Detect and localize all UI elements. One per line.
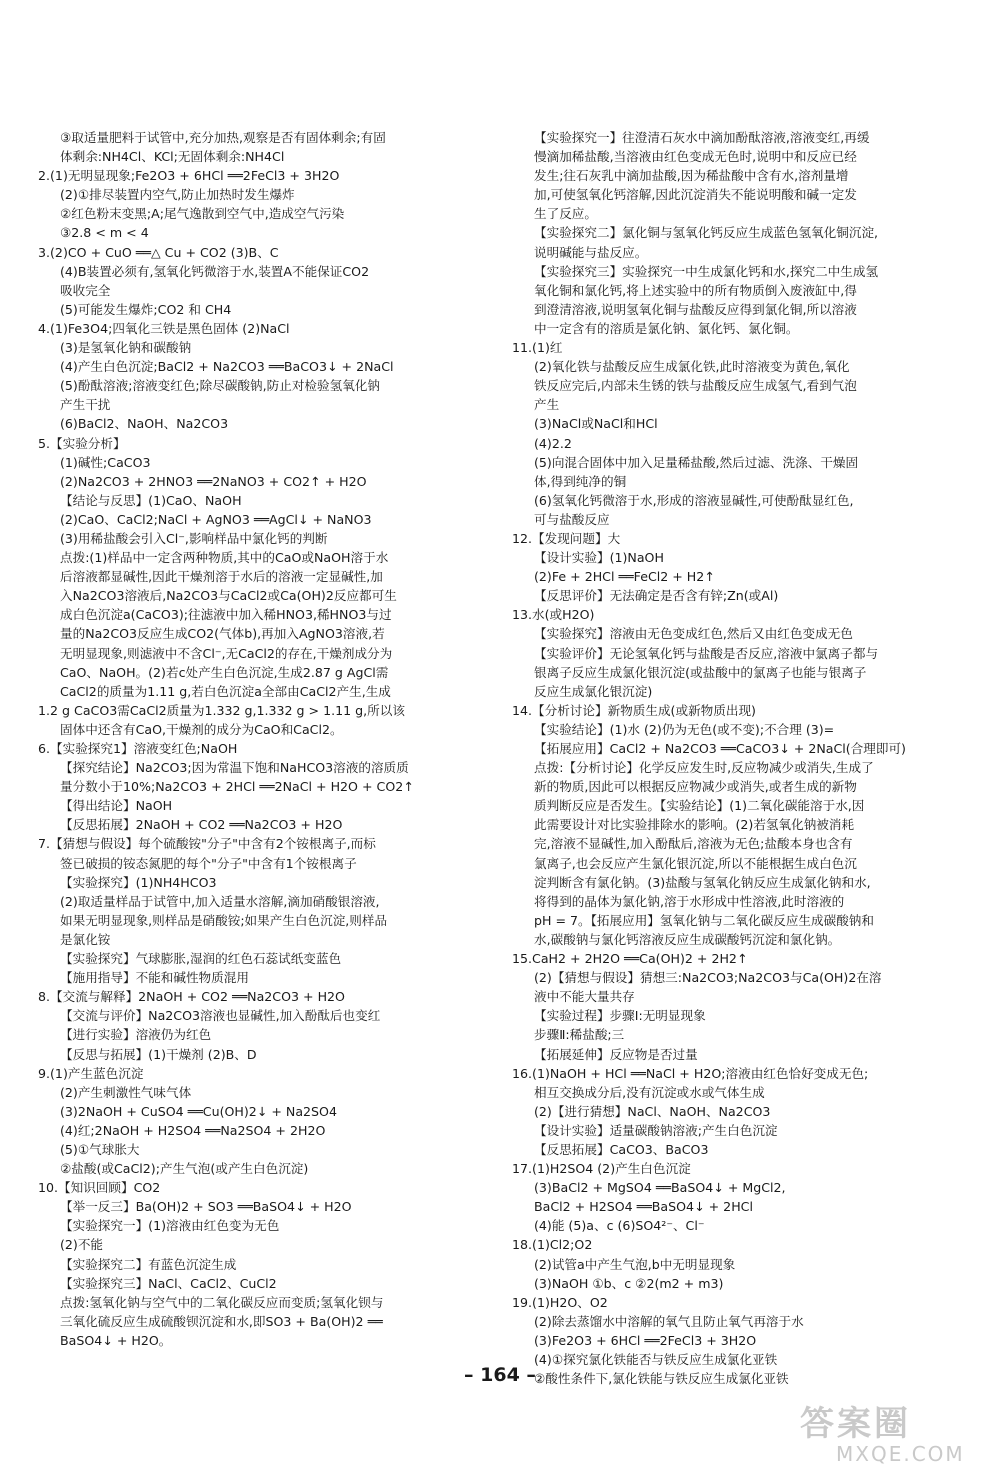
answer-line: 8.【交流与解释】2NaOH + CO2 ══Na2CO3 + H2O [38, 989, 345, 1005]
answer-line: 铁反应完后,内部未生锈的铁与盐酸反应生成氢气,看到气泡 [534, 378, 857, 394]
answer-line: (2)不能 [60, 1237, 104, 1253]
answer-line: ②盐酸(或CaCl2);产生气泡(或产生白色沉淀) [60, 1161, 309, 1177]
answer-line: 可与盐酸反应 [534, 511, 610, 527]
answer-line: 3.(2)CO + CuO ══△ Cu + CO2 (3)B、C [38, 244, 279, 260]
answer-line: (1)碱性;CaCO3 [60, 454, 151, 470]
answer-line: 氯离子,也会反应产生氯化银沉淀,所以不能根据生成白色沉 [534, 855, 857, 871]
answer-line: 到澄清溶液,说明氢氧化铜与盐酸反应得到氯化铜,所以溶液 [534, 301, 857, 317]
answer-line: ②红色粉末变黑;A;尾气逸散到空气中,造成空气污染 [60, 206, 345, 222]
answer-line: 11.(1)红 [512, 340, 563, 356]
answer-line: 无明显现象,则滤液中不含Cl⁻,无CaCl2的存在,干燥剂成分为 [60, 645, 393, 661]
answer-line: pH = 7。【拓展应用】氢氧化钠与二氧化碳反应生成碳酸钠和 [534, 912, 874, 928]
watermark-title: 答案圈 [800, 1404, 911, 1444]
answer-line: 液中不能大量共存 [534, 989, 635, 1005]
answer-line: (3)NaCl或NaCl和HCl [534, 416, 658, 432]
answer-line: 18.(1)Cl2;O2 [512, 1237, 593, 1253]
answer-line: 【实验探究二】有蓝色沉淀生成 [60, 1256, 237, 1272]
answer-line: 将得到的晶体为氯化钠,溶于水形成中性溶液,此时溶液的 [534, 893, 845, 909]
answer-line: 9.(1)产生蓝色沉淀 [38, 1065, 144, 1081]
answer-line: 完,溶液不显碱性,加入酚酞后,溶液为无色;盐酸本身也含有 [534, 836, 853, 852]
answer-line: 【实验评价】无论氢氧化钙与盐酸是否反应,溶液中氯离子都与 [534, 645, 879, 661]
answer-line: 【反思与拓展】(1)干燥剂 (2)B、D [60, 1046, 257, 1062]
answer-line: 产生干扰 [60, 397, 111, 413]
answer-line: (6)BaCl2、NaOH、Na2CO3 [60, 416, 229, 432]
answer-line: (4)2.2 [534, 435, 572, 451]
answer-line: 17.(1)H2SO4 (2)产生白色沉淀 [512, 1161, 691, 1177]
answer-line: 发生;往石灰乳中滴加盐酸,因为稀盐酸中含有水,溶剂量增 [534, 168, 849, 184]
answer-line: 吸收完全 [60, 282, 111, 298]
answer-line: 【实验过程】步骤Ⅰ:无明显现象 [534, 1008, 706, 1024]
answer-line: (4)B装置必须有,氢氧化钙微溶于水,装置A不能保证CO2 [60, 263, 370, 279]
answer-line: (3)NaOH ①b、c ②2(m2 + m3) [534, 1275, 724, 1291]
answer-line: 【交流与评价】Na2CO3溶液也显碱性,加入酚酞后也变红 [60, 1008, 381, 1024]
watermark-url: MXQE.COM [836, 1442, 965, 1466]
answer-line: 【探究结论】Na2CO3;因为常温下饱和NaHCO3溶液的溶质质 [60, 760, 409, 776]
answer-line: (2)取适量样品于试管中,加入适量水溶解,滴加硝酸银溶液, [60, 893, 380, 909]
answer-line: CaO、NaOH。(2)若c处产生白色沉淀,生成2.87 g AgCl需 [60, 664, 389, 680]
answer-line: BaCl2 + H2SO4 ══BaSO4↓ + 2HCl [534, 1199, 753, 1215]
answer-line: (4)能 (5)a、c (6)SO4²⁻、Cl⁻ [534, 1218, 705, 1234]
answer-line: 是氯化铵 [60, 931, 111, 947]
answer-line: 步骤Ⅱ:稀盐酸;三 [534, 1027, 625, 1043]
answer-line: 点拨:(1)样品中一定含两种物质,其中的CaO或NaOH溶于水 [60, 550, 389, 566]
answer-line: 新的物质,因此可以根据反应物减少或消失,或者生成的新物 [534, 779, 857, 795]
answer-line: (5)可能发生爆炸;CO2 和 CH4 [60, 301, 232, 317]
answer-line: 点拨:【分析讨论】化学反应发生时,反应物减少或消失,生成了 [534, 760, 874, 776]
answer-line: 银离子反应生成氯化银沉淀(或盐酸中的氯离子也能与银离子 [534, 664, 867, 680]
answer-line: 【结论与反思】(1)CaO、NaOH [60, 492, 242, 508]
answer-line: 14.【分析讨论】新物质生成(或新物质出现) [512, 702, 756, 718]
answer-line: ③2.8 < m < 4 [60, 225, 149, 241]
answer-line: 慢滴加稀盐酸,当溶液由红色变成无色时,说明中和反应已经 [534, 149, 857, 165]
answer-line: 【实验探究二】氯化铜与氢氧化钙反应生成蓝色氢氧化铜沉淀, [534, 225, 879, 241]
answer-line: 【反思拓展】2NaOH + CO2 ══Na2CO3 + H2O [60, 817, 343, 833]
answer-line: (4)产生白色沉淀;BaCl2 + Na2CO3 ══BaCO3↓ + 2NaCl [60, 359, 394, 375]
answer-line: 相互交换成分后,没有沉淀或水或气体生成 [534, 1084, 765, 1100]
answer-line: 中一定含有的溶质是氯化钠、氯化钙、氯化铜。 [534, 320, 799, 336]
answer-line: 成白色沉淀a(CaCO3);往滤液中加入稀HNO3,稀HNO3与过 [60, 607, 392, 623]
answer-line: 【举一反三】Ba(OH)2 + SO3 ══BaSO4↓ + H2O [60, 1199, 352, 1215]
answer-line: 生了反应。 [534, 206, 597, 222]
answer-line: 量分数小于10%;Na2CO3 + 2HCl ══2NaCl + H2O + CO2↑ [60, 779, 414, 795]
answer-line: (5)向混合固体中加入足量稀盐酸,然后过滤、洗涤、干燥固 [534, 454, 859, 470]
answer-line: 4.(1)Fe3O4;四氧化三铁是黑色固体 (2)NaCl [38, 320, 290, 336]
answer-line: 【设计实验】适量碳酸钠溶液;产生白色沉淀 [534, 1122, 778, 1138]
answer-line: 19.(1)H2O、O2 [512, 1294, 608, 1310]
answer-line: 此需要设计对比实验排除水的影响。(2)若氢氧化钠被消耗 [534, 817, 855, 833]
answer-line: (2)【猜想与假设】猜想三:Na2CO3;Na2CO3与Ca(OH)2在溶 [534, 970, 882, 986]
answer-line: 【施用指导】不能和碱性物质混用 [60, 970, 249, 986]
answer-line: 1.2 g CaCO3需CaCl2质量为1.332 g,1.332 g > 1.11 g,所以该 [38, 702, 405, 718]
answer-line: 【实验探究三】实验探究一中生成氯化钙和水,探究二中生成氢 [534, 263, 879, 279]
answer-line: (2)【进行猜想】NaCl、NaOH、Na2CO3 [534, 1103, 771, 1119]
answer-line: 加,可使氢氧化钙溶解,因此沉淀消失不能说明酸和碱一定发 [534, 187, 857, 203]
answer-line: (2)除去蒸馏水中溶解的氧气且防止氧气再溶于水 [534, 1313, 804, 1329]
answer-line: 16.(1)NaOH + HCl ══NaCl + H2O;溶液由红色恰好变成无色; [512, 1065, 869, 1081]
answer-line: (4)①探究氯化铁能否与铁反应生成氯化亚铁 [534, 1352, 778, 1367]
answer-line: (3)BaCl2 + MgSO4 ══BaSO4↓ + MgCl2, [534, 1180, 786, 1196]
answer-line: 产生 [534, 397, 560, 413]
answer-line: (2)氧化铁与盐酸反应生成氯化铁,此时溶液变为黄色,氧化 [534, 359, 850, 375]
answer-line: (3)是氢氧化钠和碳酸钠 [60, 340, 192, 356]
answer-line: 量的Na2CO3反应生成CO2(气体b),再加入AgNO3溶液,若 [60, 626, 385, 642]
answer-line: 12.【发现问题】大 [512, 530, 621, 546]
left-column [38, 128, 476, 1350]
answer-line: ③取适量肥料于试管中,充分加热,观察是否有固体剩余;有固 [60, 130, 386, 145]
answer-line: 说明碱能与盐反应。 [534, 244, 648, 260]
answer-line: 7.【猜想与假设】每个硫酸铵"分子"中含有2个铵根离子,而标 [38, 836, 376, 852]
answer-line: 反应生成氯化银沉淀) [534, 683, 653, 699]
answer-line: (3)Fe2O3 + 6HCl ══2FeCl3 + 3H2O [534, 1332, 757, 1348]
answer-line: 体剩余:NH4Cl、KCl;无固体剩余:NH4Cl [60, 149, 285, 165]
answer-line: 体,得到纯净的铜 [534, 473, 627, 489]
answer-line: CaCl2的质量为1.11 g,若白色沉淀a全部由CaCl2产生,生成 [60, 683, 391, 699]
answer-line: 【拓展应用】CaCl2 + Na2CO3 ══CaCO3↓ + 2NaCl(合理即可) [534, 741, 906, 756]
answer-line: ②酸性条件下,氯化铁能与铁反应生成氯化亚铁 [534, 1371, 789, 1387]
watermark-logo [800, 1405, 990, 1467]
answer-line: 【实验探究一】(1)溶液由红色变为无色 [60, 1218, 280, 1234]
answer-line: 10.【知识回顾】CO2 [38, 1180, 161, 1196]
answer-line: 6.【实验探究1】溶液变红色;NaOH [38, 741, 238, 756]
answer-line: (6)氢氧化钙微溶于水,形成的溶液显碱性,可使酚酞显红色, [534, 492, 854, 508]
answer-line: 【得出结论】NaOH [60, 798, 173, 814]
answer-line: 【实验结论】(1)水 (2)仍为无色(或不变);不合理 (3)= [534, 721, 835, 737]
answer-line: (3)用稀盐酸会引入Cl⁻,影响样品中氯化钙的判断 [60, 530, 328, 546]
answer-line: 【实验探究】(1)NH4HCO3 [60, 874, 217, 890]
answer-line: 后溶液都显碱性,因此干燥剂溶于水后的溶液一定显碱性,加 [60, 569, 383, 585]
answer-line: 三氧化硫反应生成硫酸钡沉淀和水,即SO3 + Ba(OH)2 ══ [60, 1313, 383, 1329]
answer-line: 签已破损的铵态氮肥的每个"分子"中含有1个铵根离子 [60, 855, 357, 871]
answer-line: (5)①气球胀大 [60, 1141, 140, 1157]
answer-line: 【实验探究】溶液由无色变成红色,然后又由红色变成无色 [534, 626, 853, 642]
answer-line: BaSO4↓ + H2O。 [60, 1332, 172, 1348]
answer-line: 2.(1)无明显现象;Fe2O3 + 6HCl ══2FeCl3 + 3H2O [38, 168, 340, 184]
answer-line: 【实验探究一】往澄清石灰水中滴加酚酞溶液,溶液变红,再缓 [534, 130, 870, 145]
answer-line: 【进行实验】溶液仍为红色 [60, 1027, 212, 1043]
answer-line: (3)2NaOH + CuSO4 ══Cu(OH)2↓ + Na2SO4 [60, 1103, 337, 1119]
answer-line: 5.【实验分析】 [38, 435, 126, 451]
answer-line: 【设计实验】(1)NaOH [534, 550, 664, 566]
answer-line: 【拓展延伸】反应物是否过量 [534, 1046, 698, 1062]
answer-line: 15.CaH2 + 2H2O ══Ca(OH)2 + 2H2↑ [512, 951, 748, 967]
answer-line: 【实验探究三】NaCl、CaCl2、CuCl2 [60, 1275, 277, 1291]
answer-line: 13.水(或H2O) [512, 607, 595, 623]
answer-line: (4)红;2NaOH + H2SO4 ══Na2SO4 + 2H2O [60, 1122, 326, 1138]
answer-line: 点拨:氢氧化钠与空气中的二氧化碳反应而变质;氢氧化钡与 [60, 1294, 384, 1310]
answer-line: (2)Fe + 2HCl ══FeCl2 + H2↑ [534, 569, 715, 585]
answer-line: 【反思评价】无法确定是否含有锌;Zn(或Al) [534, 588, 779, 604]
answer-line: 淀判断含有氯化钠。(3)盐酸与氢氧化钠反应生成氯化钠和水, [534, 874, 871, 890]
answer-line: (2)Na2CO3 + 2HNO3 ══2NaNO3 + CO2↑ + H2O [60, 473, 367, 489]
answer-line: 入Na2CO3溶液后,Na2CO3与CaCl2或Ca(OH)2反应都可生 [60, 588, 397, 604]
answer-line: 【实验探究】气球膨胀,湿润的红色石蕊试纸变蓝色 [60, 951, 342, 967]
answer-line: (5)酚酞溶液;溶液变红色;除尽碳酸钠,防止对检验氢氧化钠 [60, 378, 380, 394]
answer-line: 如果无明显现象,则样品是硝酸铵;如果产生白色沉淀,则样品 [60, 912, 388, 928]
answer-line: (2)CaO、CaCl2;NaCl + AgNO3 ══AgCl↓ + NaNO3 [60, 511, 372, 527]
answer-line: (2)产生刺激性气味气体 [60, 1084, 192, 1100]
right-column [512, 128, 952, 1388]
answer-line: 固体中还含有CaO,干燥剂的成分为CaO和CaCl2。 [60, 721, 343, 737]
answer-line: 水,碳酸钠与氯化钙溶液反应生成碳酸钙沉淀和氯化钠。 [534, 931, 841, 947]
answer-line: (2)试管a中产生气泡,b中无明显现象 [534, 1256, 736, 1272]
answer-line: 【反思拓展】CaCO3、BaCO3 [534, 1141, 709, 1157]
page-number: – 164 – [464, 1364, 536, 1386]
answer-line: 氧化铜和氯化钙,将上述实验中的所有物质倒入废液缸中,得 [534, 282, 857, 298]
answer-line: 质判断反应是否发生。【实验结论】(1)二氧化碳能溶于水,因 [534, 798, 865, 814]
answer-line: (2)①排尽装置内空气,防止加热时发生爆炸 [60, 187, 295, 203]
